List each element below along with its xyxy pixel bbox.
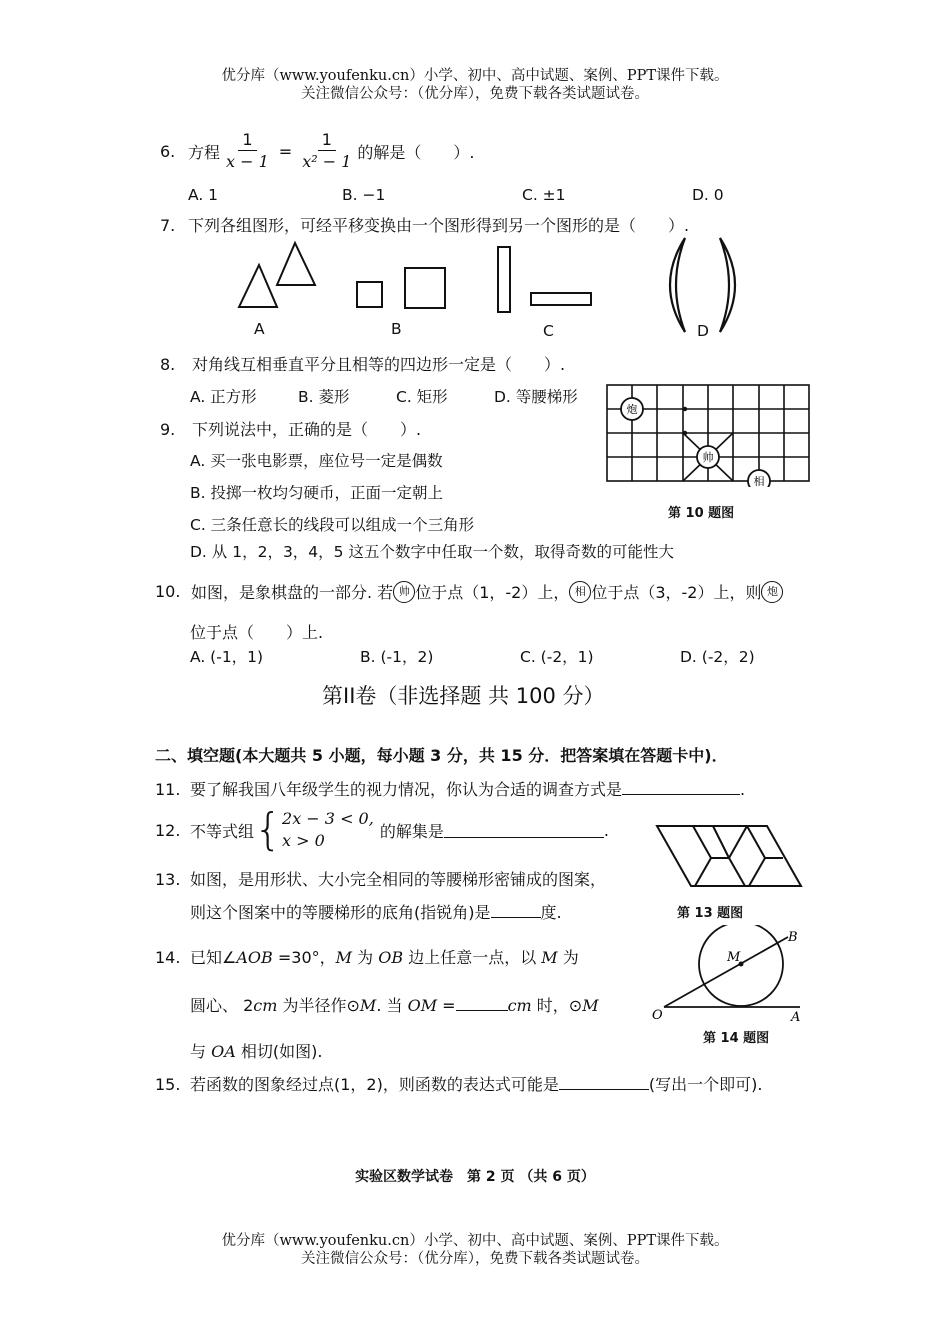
- figure-13-caption: 第 13 题图: [677, 906, 744, 921]
- question-number: 6.: [160, 142, 176, 161]
- question-text: 如图，是象棋盘的一部分. 若: [191, 583, 394, 602]
- math-symbol: M: [541, 948, 558, 967]
- question-number: 10.: [155, 582, 181, 601]
- question-10: [155, 580, 783, 603]
- period: .: [603, 820, 609, 840]
- question-text: 若函数的图象经过点(1，2)，则函数的表达式可能是: [190, 1075, 559, 1094]
- question-text: 下列各组图形，可经平移变换由一个图形得到另一个图形的是（ ）.: [188, 216, 690, 235]
- figure-label-b: B: [391, 320, 402, 338]
- label-m: M: [727, 950, 741, 965]
- answer-blank[interactable]: [444, 823, 604, 838]
- question-6: [160, 130, 475, 173]
- option-c: C. 三条任意长的线段可以组成一个三角形: [190, 516, 475, 534]
- header-line-1: 优分库（www.youfenku.cn）小学、初中、高中试题、案例、PPT课件下载。: [221, 68, 729, 84]
- header-line-2: 关注微信公众号：（优分库），免费下载各类试题试卷。: [301, 86, 649, 102]
- figure-label-a: A: [254, 320, 265, 338]
- shuai-piece-inline: 帅: [393, 581, 415, 603]
- math-symbol: OA: [211, 1042, 236, 1061]
- figure-c-rectangles: [498, 247, 591, 312]
- answer-blank[interactable]: [456, 996, 508, 1011]
- option-a: A. (-1，1): [190, 648, 264, 666]
- question-text: 的解集是: [379, 821, 444, 841]
- inequality-system: [282, 808, 374, 852]
- q7-figures: [215, 235, 755, 345]
- question-number: 14.: [155, 948, 181, 967]
- question-13-line-2: [190, 900, 562, 923]
- option-c: C. ±1: [522, 186, 566, 204]
- question-14: [155, 945, 579, 968]
- math-symbol: M: [582, 996, 599, 1015]
- fraction-denominator: x − 1: [226, 152, 269, 171]
- question-text: 与: [190, 1042, 212, 1061]
- question-8: [160, 352, 565, 375]
- option-a: A. 正方形: [190, 388, 257, 406]
- question-7: [160, 213, 689, 236]
- question-text: 位于点（1，-2）上，: [415, 583, 570, 602]
- answer-blank[interactable]: [559, 1075, 649, 1090]
- question-number: 12.: [155, 820, 181, 840]
- fraction-1: [222, 130, 273, 173]
- question-text: 时，⊙: [531, 996, 583, 1015]
- equals-sign: =: [278, 142, 293, 161]
- math-symbol: cm: [507, 996, 532, 1015]
- question-text: 不等式组: [190, 821, 255, 841]
- question-text: 已知∠: [190, 948, 237, 967]
- inequality-2: x > 0: [282, 831, 325, 850]
- fraction-numerator: 1: [238, 130, 256, 151]
- label-o: O: [652, 1008, 663, 1023]
- question-15: [155, 1072, 762, 1095]
- question-text: 边上任意一点，以: [403, 948, 542, 967]
- question-text: =30°，: [272, 948, 336, 967]
- xiang-piece: 相: [753, 475, 765, 487]
- period: .: [740, 780, 746, 799]
- unit-text: 度.: [540, 903, 562, 922]
- tessellation-figure: [655, 822, 805, 890]
- figure-14-caption: 第 14 题图: [703, 1031, 770, 1046]
- math-symbol: M: [335, 948, 353, 967]
- circle-tangent-figure: [650, 925, 810, 1025]
- question-number: 13.: [155, 870, 181, 889]
- pao-piece: 炮: [626, 403, 638, 416]
- question-text: 相切(如图).: [235, 1042, 323, 1061]
- option-d: D. 从 1，2，3，4，5 这五个数字中任取一个数，取得奇数的可能性大: [190, 543, 674, 561]
- page-footer: 实验区数学试卷 第 2 页 （共 6 页）: [355, 1169, 595, 1185]
- question-11: [155, 777, 745, 800]
- figure-label-c: C: [543, 322, 554, 340]
- inequality-1: 2x − 3 < 0,: [282, 809, 374, 828]
- figure-b-squares: [357, 268, 445, 308]
- question-text: =: [437, 996, 456, 1015]
- option-d: D. 等腰梯形: [494, 388, 578, 406]
- footer-line-2: 关注微信公众号：（优分库），免费下载各类试题试卷。: [301, 1251, 649, 1267]
- option-b: B. −1: [342, 186, 386, 204]
- question-14-line-2: [190, 993, 599, 1016]
- question-text: 的解是（ ）.: [357, 143, 475, 162]
- question-number: 7.: [160, 216, 176, 235]
- question-number: 8.: [160, 355, 176, 374]
- answer-blank[interactable]: [491, 903, 541, 918]
- figure-10-caption: 第 10 题图: [668, 506, 735, 521]
- question-12: [155, 804, 609, 855]
- option-c: C. 矩形: [396, 388, 448, 406]
- brace-symbol: {: [254, 804, 283, 855]
- shuai-piece: 帅: [702, 451, 714, 464]
- question-text: 要了解我国八年级学生的视力情况，你认为合适的调查方式是: [190, 780, 623, 799]
- math-symbol: OB: [378, 948, 404, 967]
- chessboard-figure: [605, 383, 813, 487]
- option-c: C. (-2，1): [520, 648, 594, 666]
- footer-line-1: 优分库（www.youfenku.cn）小学、初中、高中试题、案例、PPT课件下载。: [221, 1233, 729, 1249]
- question-text: 为半径作⊙: [277, 996, 360, 1015]
- option-b: B. 投掷一枚均匀硬币，正面一定朝上: [190, 484, 443, 502]
- question-text: (写出一个即可).: [648, 1075, 763, 1094]
- figure-label-d: D: [697, 322, 709, 340]
- question-text: 为: [557, 948, 579, 967]
- label-b: B: [788, 930, 798, 945]
- question-text: 为: [352, 948, 379, 967]
- question-text: . 当: [376, 996, 408, 1015]
- question-10-line-2: 位于点（ ）上.: [190, 623, 324, 642]
- option-a: A. 1: [188, 186, 219, 204]
- option-d: D. (-2，2): [680, 648, 755, 666]
- fraction-numerator: 1: [318, 130, 336, 151]
- math-symbol: OM: [407, 996, 438, 1015]
- math-symbol: M: [359, 996, 377, 1015]
- fraction-2: [298, 130, 355, 173]
- math-symbol: cm: [253, 996, 278, 1015]
- question-text: 方程: [188, 143, 221, 162]
- option-a: A. 买一张电影票，座位号一定是偶数: [190, 452, 443, 470]
- question-number: 9.: [160, 420, 176, 439]
- label-a: A: [791, 1010, 801, 1025]
- question-text: 圆心、 2: [190, 996, 254, 1015]
- section-2-heading: 二、填空题(本大题共 5 小题，每小题 3 分，共 15 分．把答案填在答题卡中)．: [155, 746, 728, 765]
- xiang-piece-inline: 相: [569, 581, 591, 603]
- question-number: 11.: [155, 780, 181, 799]
- question-text: 如图，是用形状、大小完全相同的等腰梯形密铺成的图案，: [190, 870, 607, 889]
- question-text: 位于点（3，-2）上，则: [591, 583, 762, 602]
- section-2-title: 第II卷（非选择题 共 100 分）: [322, 684, 605, 708]
- question-13: [155, 867, 606, 890]
- option-b: B. (-1，2): [360, 648, 434, 666]
- option-d: D. 0: [692, 186, 724, 204]
- question-9: [160, 417, 421, 440]
- question-text: 下列说法中，正确的是（ ）.: [192, 420, 422, 439]
- question-number: 15.: [155, 1075, 181, 1094]
- answer-blank[interactable]: [622, 780, 740, 795]
- figure-a-triangles: [239, 243, 315, 307]
- pao-piece-inline: 炮: [761, 581, 783, 603]
- question-text: 对角线互相垂直平分且相等的四边形一定是（ ）.: [192, 355, 566, 374]
- fraction-denominator: x² − 1: [302, 152, 352, 171]
- question-14-line-3: [190, 1039, 322, 1062]
- math-symbol: AOB: [236, 948, 273, 967]
- figure-d-arcs: [670, 238, 735, 332]
- question-text: 则这个图案中的等腰梯形的底角(指锐角)是: [190, 903, 491, 922]
- option-b: B. 菱形: [298, 388, 350, 406]
